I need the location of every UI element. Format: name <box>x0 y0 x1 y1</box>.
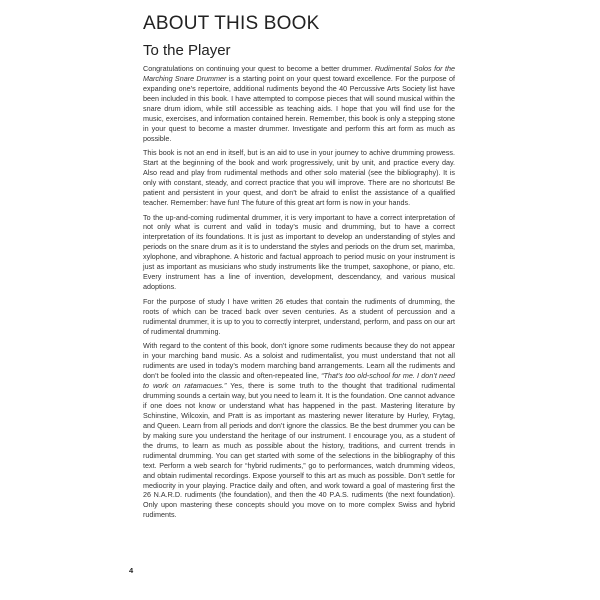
paragraph-1-text-b: is a starting point on your quest toward excellence. For the purpose of expanding one’s repertoire, additional rudiments beyond the 40 Percussive Arts Society list have been included in this book. I have attempted to compose pieces that will sound musical within the snare drum idiom, while still accessible as teaching aids. I hope that you will find use for the music, exercises, and information contained herein. Remember, this book is only a stepping stone in your quest to become a master drummer. Investigate and perform this art form as much as possible. <box>143 73 455 143</box>
paragraph-4: For the purpose of study I have written 26 etudes that contain the rudiments of drumming, the roots of which can be traced back over seven centuries. As a student of percussion and a rudimental drummer, it is up to you to correctly interpret, understand, perform, and pass on our art of rudimental drumming. <box>143 296 455 336</box>
paragraph-5-text-a: With regard to the content of this book, don’t ignore some rudiments because they do not appear in your marching band music. As a soloist and rudimentalist, you must understand that not all rudiments are used in today’s modern marching band arrangements. Learn all the rudiments and don’t be fooled into the classic and often-repeated line, <box>143 341 455 381</box>
paragraph-2: This book is not an end in itself, but is an aid to use in your journey to achive drumming prowess. Start at the beginning of the book and work progressively, unit by unit, and practice every day. Also read and play from rudimental methods and other solo material (see the bibliography). It is only with constant, steady, and correct practice that you will improve. There are no shortcuts! Be patient and persistent in your quest, and don’t be afraid to enlist the assistance of a qualified teacher. Remember: have fun! The future of this great art form is now in your hands. <box>143 148 455 207</box>
body-text <box>143 64 455 525</box>
paragraph-1 <box>143 64 455 144</box>
page-title: ABOUT THIS BOOK <box>143 13 320 34</box>
paragraph-3: To the up-and-coming rudimental drummer, it is very important to have a correct interpretation of not only what is current and valid in today’s music and drumming, but to have a correct interpretation of its foundations. It is just as important to develop an understanding of styles and periods on the snare drum as it is to understand the styles and periods on the drum set, marimba, xylophone, and vibraphone. A historic and factual approach to period music on your instrument is just as important as musicians who study instruments like the trumpet, saxophone, or piano, etc. Every instrument has a line of invention, development, descendancy, and various musical adoptions. <box>143 212 455 292</box>
paragraph-5 <box>143 341 455 520</box>
paragraph-5-text-b: Yes, there is some truth to the thought that traditional rudimental drumming sounds a certain way, but you need to learn it. It is the foundation. One cannot advance if one does not know or understand what has happened in the past. Mastering literature by Schinstine, Wilcoxin, and Pratt is as important as mastering newer literature by Hurley, Frytag, and Queen. Learn from all periods and don’t ignore the classics. Be the best drummer you can be by making sure you understand the heritage of our instrument. I encourage you, as a student of the drums, to learn as much as possible about the history, traditions, and current trends in rudimental drumming. You can get started with some of the selections in the bibliography of this text. Perform a web search for “hybrid rudiments,” go to performances, watch drumming videos, and obtain rudimental recordings. Expose yourself to this art as much as possible. Don’t settle for mediocrity in your playing. Practice daily and often, and work toward a goal of mastering first the 26 N.A.R.D. rudiments (the foundation), and then the 40 P.A.S. rudiments (the next foundation). Only upon mastering these concepts should you move on to more complex Swiss and hybrid rudiments. <box>143 380 455 520</box>
page-number: 4 <box>129 566 134 575</box>
paragraph-1-text-a: Congratulations on continuing your quest to become a better drummer. <box>143 64 375 73</box>
book-title-italic: Rudimental Solos for the Marching Snare Drummer <box>143 64 455 83</box>
quote-italic: “That’s too old-school for me. I don’t need to work on ratamacues.” <box>143 371 455 390</box>
section-title: To the Player <box>143 42 231 59</box>
